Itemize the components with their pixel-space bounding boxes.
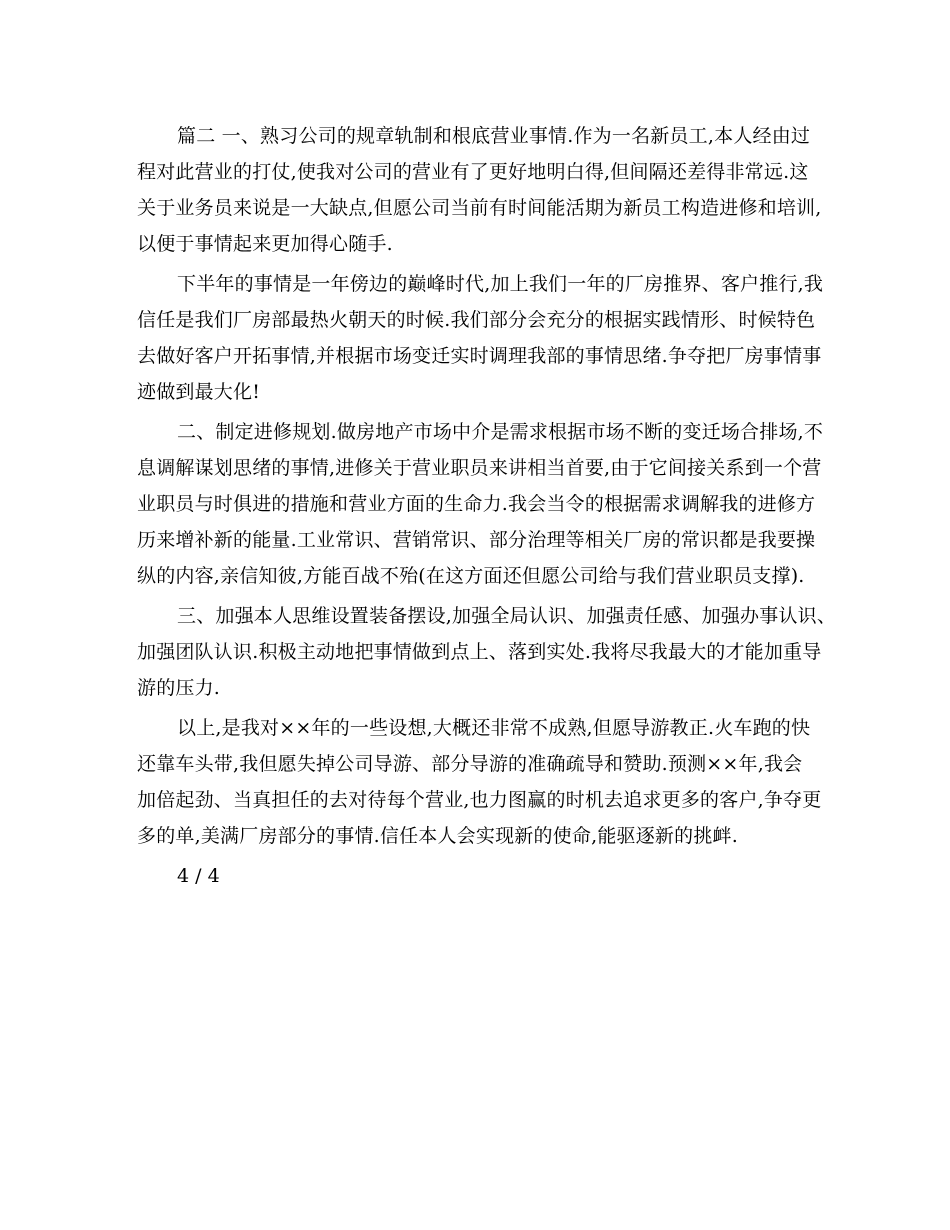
- paragraph-line: 多的单,美满厂房部分的事情.信任本人会实现新的使命,能驱逐新的挑衅.: [137, 825, 738, 847]
- paragraph-line: 息调解谋划思绪的事情,进修关于营业职员来讲相当首要,由于它间接关系到一个营: [137, 457, 822, 479]
- paragraph-line: 加倍起劲、当真担任的去对待每个营业,也力图赢的时机去追求更多的客户,争夺更: [137, 789, 822, 811]
- document-body: [137, 118, 837, 894]
- paragraph-line: 历来增补新的能量.工业常识、营销常识、部分治理等相关厂房的常识都是我要操: [137, 529, 816, 551]
- paragraph-line: 信任是我们厂房部最热火朝天的时候.我们部分会充分的根据实践情形、时候特色: [137, 309, 816, 331]
- paragraph-4: [137, 598, 837, 706]
- paragraph-line: 篇二 一、熟习公司的规章轨制和根底营业事情.作为一名新员工,本人经由过: [177, 125, 811, 147]
- paragraph-line: 业职员与时俱进的措施和营业方面的生命力.我会当令的根据需求调解我的进修方: [137, 493, 816, 515]
- page-number: 4 / 4: [177, 865, 220, 887]
- paragraph-line: 以便于事情起来更加得心随手.: [137, 233, 393, 255]
- paragraph-line: 下半年的事情是一年傍边的巅峰时代,加上我们一年的厂房推界、客户推行,我: [177, 273, 824, 295]
- paragraph-line: 加强团队认识.积极主动地把事情做到点上、落到实处.我将尽我最大的才能加重导: [137, 641, 822, 663]
- paragraph-line: 程对此营业的打仗,使我对公司的营业有了更好地明白得,但间隔还差得非常远.这: [137, 161, 809, 183]
- paragraph-line: 关于业务员来说是一大缺点,但愿公司当前有时间能活期为新员工构造进修和培训,: [137, 197, 822, 219]
- paragraph-line: 三、加强本人思维设置装备摆设,加强全局认识、加强责任感、加强办事认识、: [177, 605, 837, 627]
- paragraph-line: 二、制定进修规划.做房地产市场中介是需求根据市场不断的变迁场合排场,不: [177, 421, 824, 443]
- paragraph-line: 游的压力.: [137, 677, 221, 699]
- paragraph-1: [137, 118, 837, 262]
- paragraph-5: [137, 710, 837, 854]
- paragraph-2: [137, 266, 837, 410]
- paragraph-line: 还靠车头带,我但愿失掉公司导游、部分导游的准确疏导和赞助.预测××年,我会: [137, 753, 803, 775]
- paragraph-line: 以上,是我对××年的一些设想,大概还非常不成熟,但愿导游教正.火车跑的快: [177, 717, 811, 739]
- paragraph-line: 纵的内容,亲信知彼,方能百战不殆(在这方面还但愿公司给与我们营业职员支撑).: [137, 565, 805, 587]
- paragraph-line: 去做好客户开拓事情,并根据市场变迁实时调理我部的事情思绪.争夺把厂房事情事: [137, 345, 822, 367]
- paragraph-line: 迹做到最大化!: [137, 381, 261, 403]
- paragraph-3: [137, 414, 837, 594]
